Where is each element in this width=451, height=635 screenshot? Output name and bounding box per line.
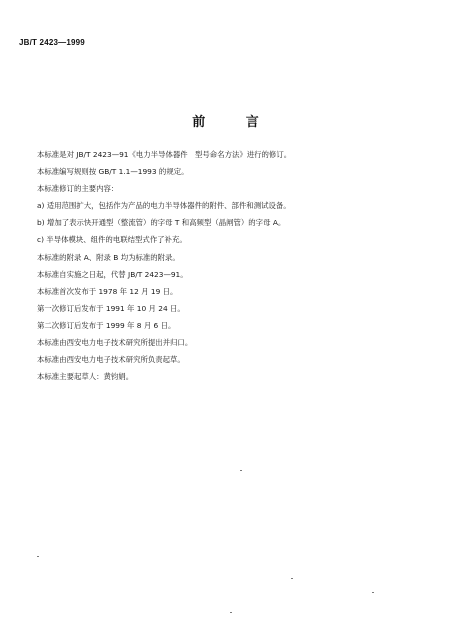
text-line: 本标准修订的主要内容： <box>37 184 119 194</box>
scan-speck <box>37 556 39 557</box>
text-line: c) 半导体模块、组件的电联结型式作了补充。 <box>37 235 187 245</box>
text-line: 本标准是对 JB/T 2423—91《电力半导体器件 型号命名方法》进行的修订。 <box>37 150 292 159</box>
text-line: 本标准的附录 A、附录 B 均为标准的附录。 <box>37 252 180 262</box>
scan-speck <box>240 470 242 471</box>
text-line: 本标准编写规则按 GB/T 1.1—1993 的规定。 <box>37 167 189 177</box>
text-line: 本标准首次发布于 1978 年 12 月 19 日。 <box>37 286 178 296</box>
text-line: 第一次修订后发布于 1991 年 10 月 24 日。 <box>37 303 185 313</box>
text-line: 本标准自实施之日起，代替 JB/T 2423—91。 <box>37 269 188 279</box>
standard-code: JB/T 2423—1999 <box>19 38 85 47</box>
page-title: 前 言 <box>192 115 277 130</box>
text-line: 本标准由西安电力电子技术研究所负责起草。 <box>37 355 185 365</box>
scan-speck <box>291 578 293 579</box>
scan-speck <box>230 612 232 613</box>
text-line: 本标准主要起草人：黄钧娟。 <box>37 372 134 382</box>
text-line: b) 增加了表示快开通型（整流管）的字母 T 和高频型（晶闸管）的字母 A。 <box>37 218 286 228</box>
text-line: 本标准由西安电力电子技术研究所提出并归口。 <box>37 338 193 348</box>
text-line: a) 适用范围扩大，包括作为产品的电力半导体器件的附件、部件和测试设备。 <box>37 201 291 211</box>
text-line: 第二次修订后发布于 1999 年 8 月 6 日。 <box>37 320 176 330</box>
body-text <box>37 146 437 385</box>
scan-speck <box>372 592 374 593</box>
